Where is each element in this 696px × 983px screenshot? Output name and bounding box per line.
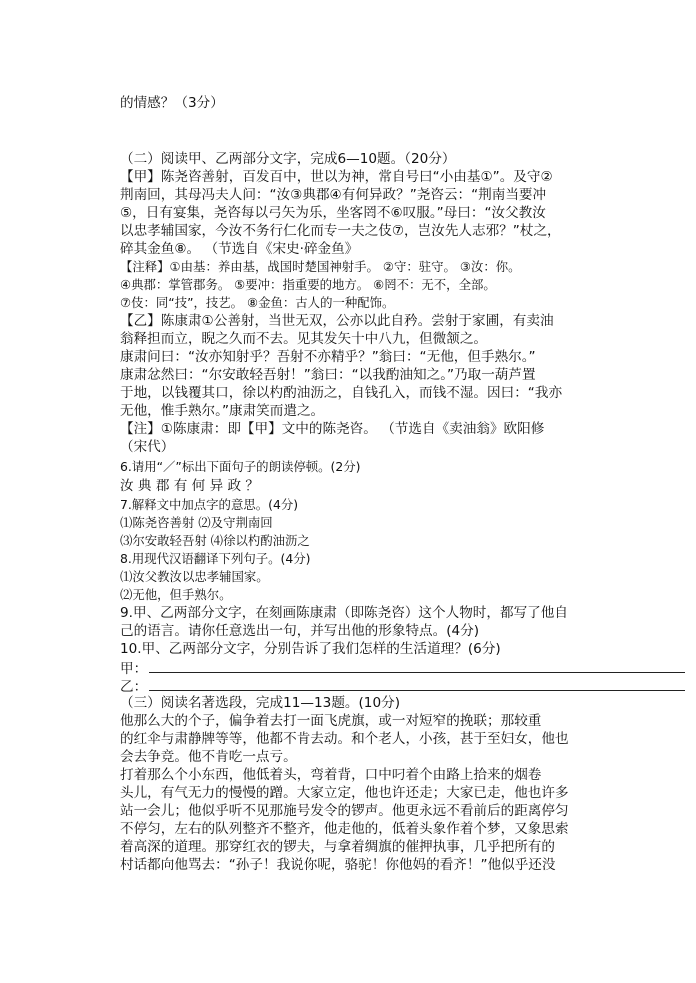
text-line: 于地，以钱覆其口，徐以杓酌油沥之，自钱孔入，而钱不湿。因曰：“我亦 <box>120 385 563 401</box>
text-line: 村话都向他骂去：“孙子！我说你呢，骆驼！你他妈的看齐！”他似乎还没 <box>120 857 556 873</box>
note-line: ④典郡：掌管郡务。 ⑤要冲：指重要的地方。 ⑥罔不：无不，全部。 <box>120 277 496 292</box>
text-line: （宋代） <box>120 439 175 455</box>
text-line: 的情感？（3分） <box>120 95 224 111</box>
text-line: 己的语言。请你任意选出一句，并写出他的形象特点。(4分) <box>120 623 480 639</box>
text-line: 站一会儿；他似乎听不见那施号发令的锣声。他更永远不看前后的距离停匀 <box>120 803 569 819</box>
text-line: 无他，惟手熟尔。”康肃笑而遣之。 <box>120 403 325 419</box>
text-line: ⑶尔安敢轻吾射 ⑷徐以杓酌油沥之 <box>120 533 310 548</box>
answer-line-jia <box>120 658 685 678</box>
question-6: 6.请用“／”标出下面句子的朗读停顿。(2分) <box>120 459 361 474</box>
section-heading: （三）阅读名著选段，完成11—13题。(10分) <box>120 695 400 711</box>
text-line: 他那么大的个子，偏争着去打一面飞虎旗，或一对短窄的挽联；那较重 <box>120 713 542 729</box>
text-line: ⑴汝父教汝以忠孝辅国家。 <box>120 569 269 584</box>
text-line: 汝 典 郡 有 何 异 政 ？ <box>120 478 259 494</box>
answer-blank <box>149 676 685 691</box>
text-line: 碎其金鱼⑧。 （节选自《宋史·碎金鱼》 <box>120 241 359 257</box>
answer-label: 乙： <box>120 679 148 695</box>
text-line: 【甲】陈尧咨善射，百发百中，世以为神，常自号曰“小由基①”。及守② <box>120 169 553 185</box>
question-9: 9.甲、乙两部分文字，在刻画陈康肃（即陈尧咨）这个人物时，都写了他自 <box>120 605 568 621</box>
text-line: 打着那么个小东西，他低着头，弯着背，口中叼着个由路上拾来的烟卷 <box>120 767 542 783</box>
answer-label: 甲： <box>120 661 148 677</box>
text-line: 【乙】陈康肃①公善射，当世无双，公亦以此自矜。尝射于家圃，有卖油 <box>120 313 554 329</box>
note-line: 【注释】①由基：养由基，战国时楚国神射手。 ②守：驻守。 ③汝：你。 <box>120 259 521 274</box>
text-line: ⑵无他，但手熟尔。 <box>120 587 232 602</box>
text-line: 头儿，有气无力的慢慢的蹭。大家立定，他也许还走；大家已走，他也许多 <box>120 785 569 801</box>
text-line: 【注】①陈康肃：即【甲】文中的陈尧咨。 （节选自《卖油翁》欧阳修 <box>120 421 545 437</box>
question-10: 10.甲、乙两部分文字，分别告诉了我们怎样的生活道理？(6分) <box>120 641 501 657</box>
text-line: 翁释担而立，睨之久而不去。见其发矢十中八九，但微颔之。 <box>120 331 488 347</box>
text-line: 以忠孝辅国家，今汝不务行仁化而专一夫之伎⑦，岂汝先人志邪？”杖之， <box>120 223 561 239</box>
answer-blank <box>149 658 685 673</box>
question-7: 7.解释文中加点字的意思。(4分) <box>120 497 299 512</box>
text-line: 荆南回，其母冯夫人问：“汝③典郡④有何异政？”尧咨云：“荆南当要冲 <box>120 187 547 203</box>
text-line: 着高深的道理。那穿红衣的锣夫，与拿着绸旗的催押执事，几乎把所有的 <box>120 839 555 855</box>
text-line: ⑴陈尧咨善射 ⑵及守荆南回 <box>120 515 273 530</box>
text-line: 会去争竞。他不肯吃一点亏。 <box>120 749 297 765</box>
text-line: ⑤，日有宴集，尧咨每以弓矢为乐，坐客罔不⑥叹服。”母曰：“汝父教汝 <box>120 205 546 221</box>
answer-line-yi <box>120 676 685 696</box>
section-heading: （二）阅读甲、乙两部分文字，完成6—10题。（20分） <box>120 151 456 167</box>
text-line: 的红伞与肃静牌等等，他都不肯去动。和个老人，小孩，甚于至妇女，他也 <box>120 731 569 747</box>
text-line: 康肃忿然曰：“尔安敢轻吾射！”翁曰：“以我酌油知之。”乃取一葫芦置 <box>120 367 536 383</box>
text-line: 康肃问曰：“汝亦知射乎？吾射不亦精乎？”翁曰：“无他，但手熟尔。” <box>120 349 536 365</box>
question-8: 8.用现代汉语翻译下列句子。(4分) <box>120 551 311 566</box>
note-line: ⑦伎：同“技”，技艺。 ⑧金鱼：古人的一种配饰。 <box>120 295 395 310</box>
text-line: 不停匀，左右的队列整齐不整齐，他走他的，低着头象作着个梦，又象思索 <box>120 821 569 837</box>
